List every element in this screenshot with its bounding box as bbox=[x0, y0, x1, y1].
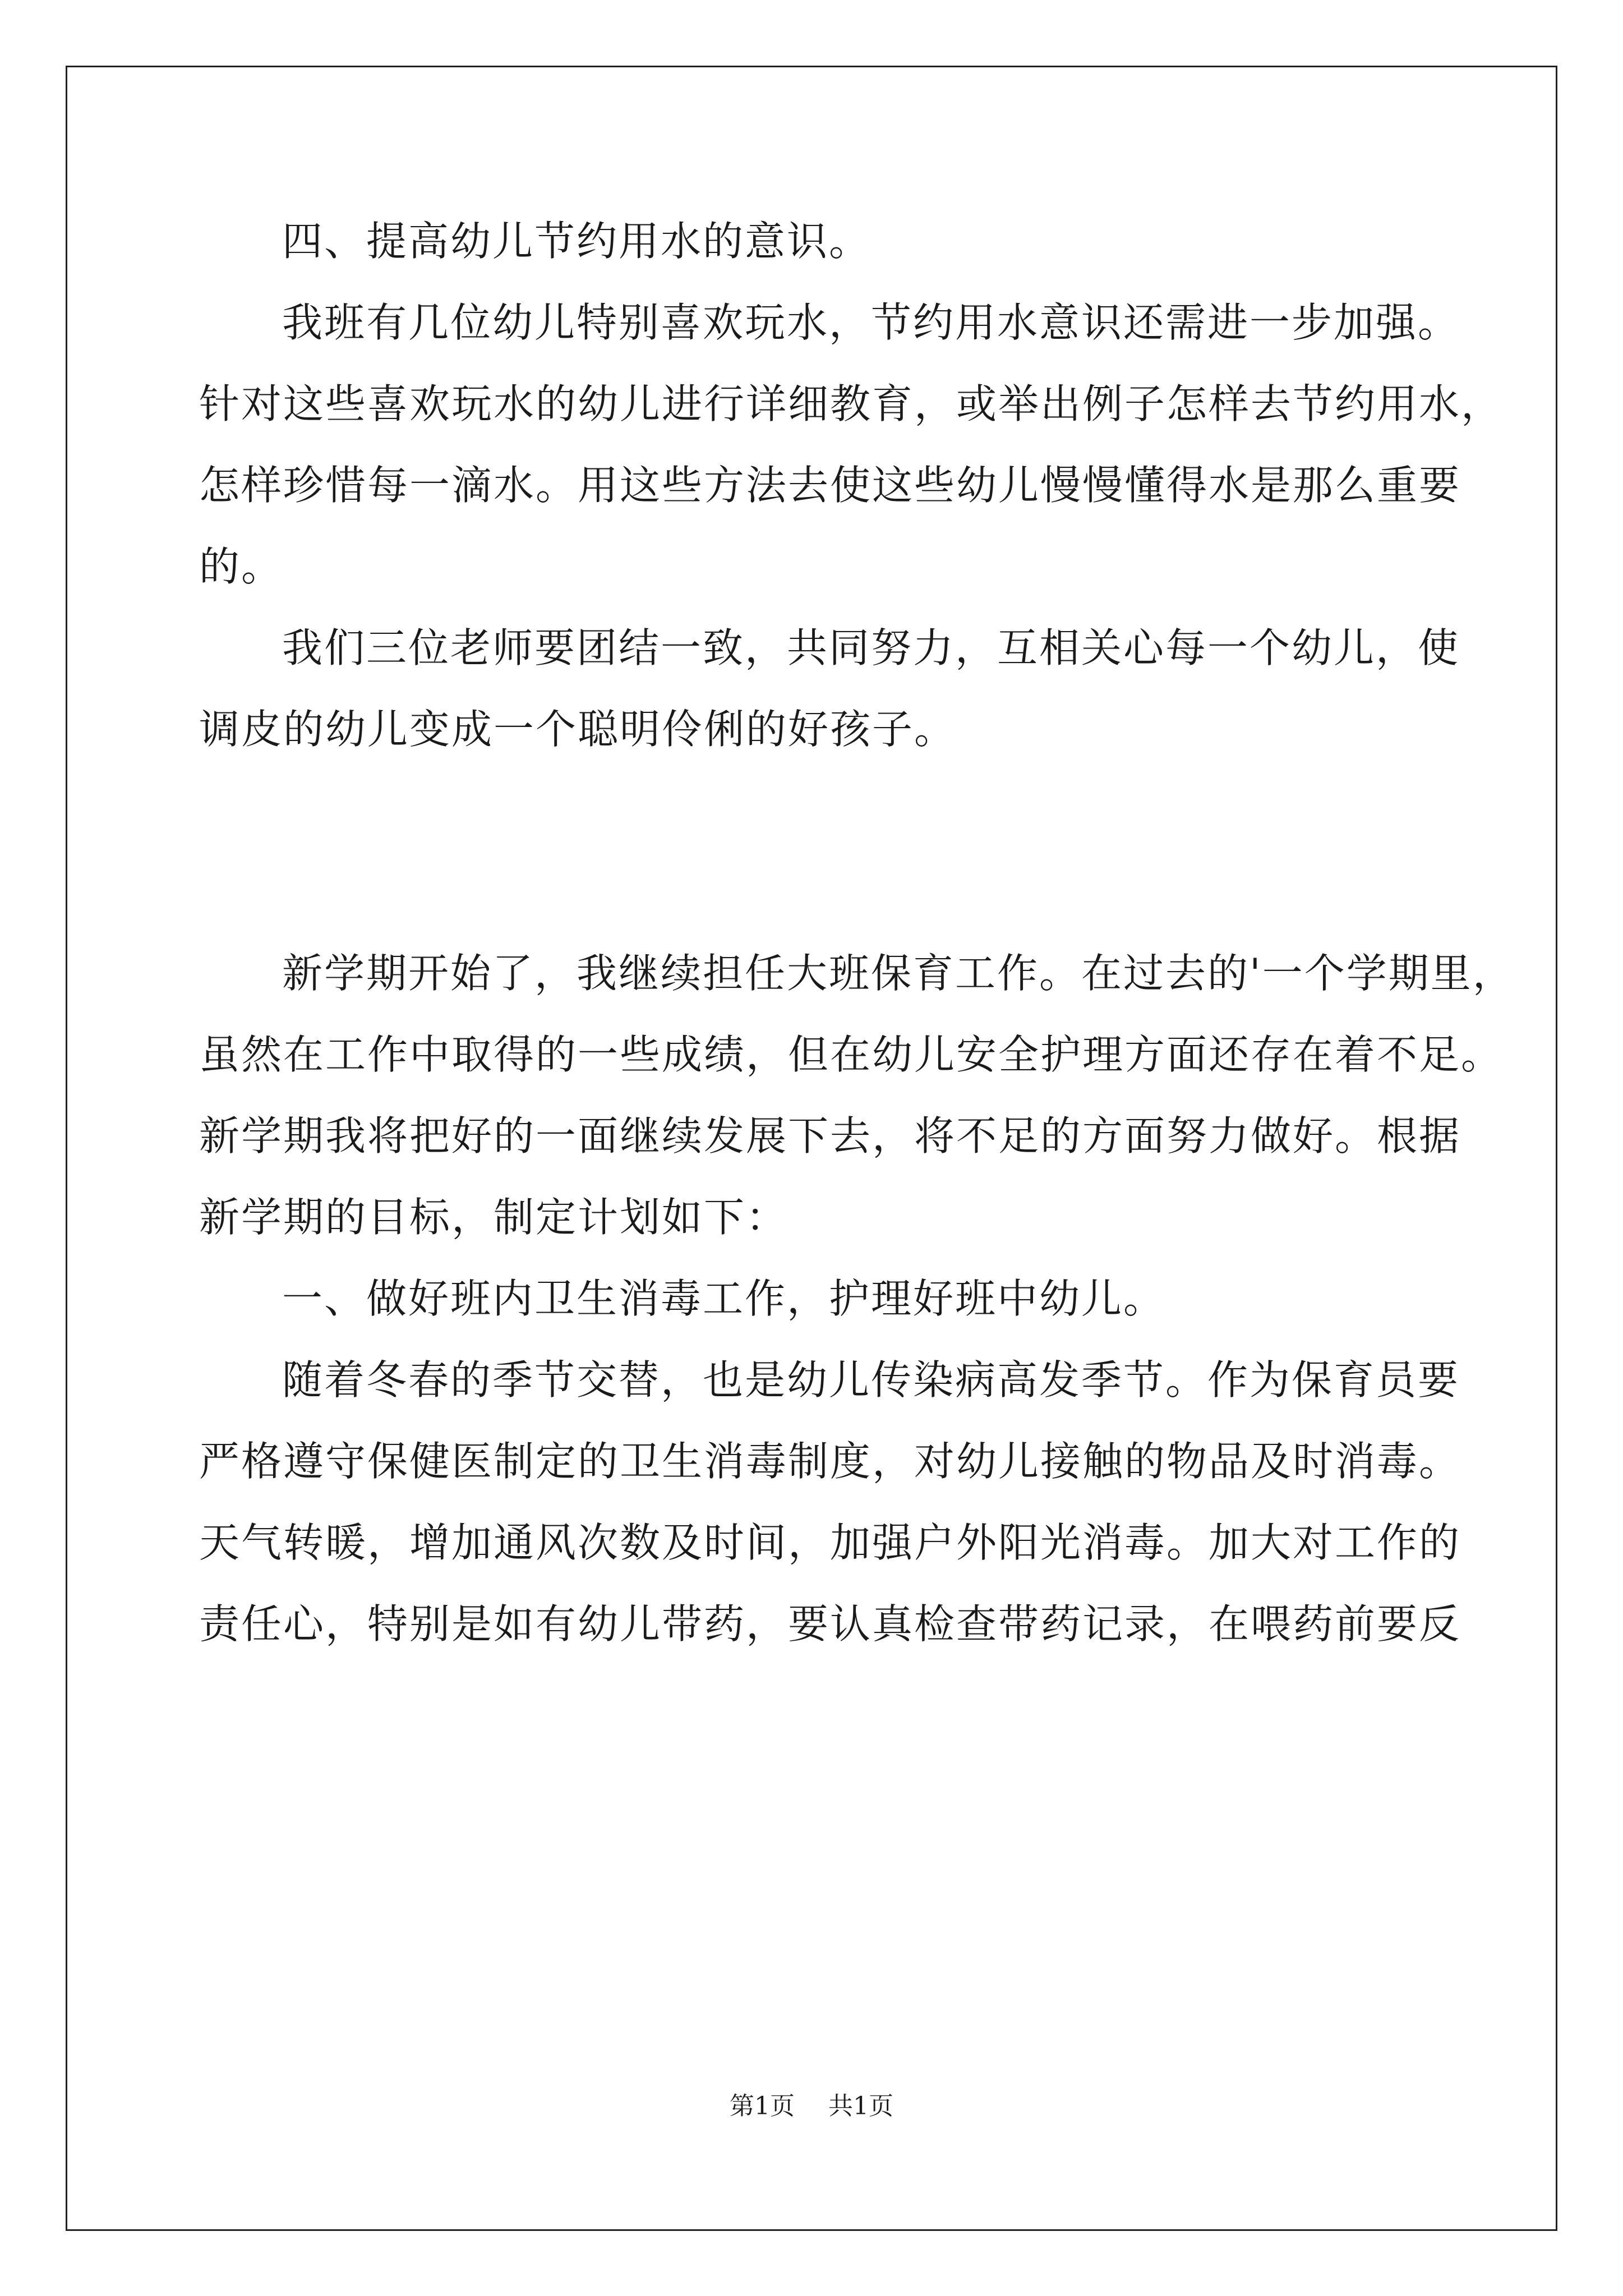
paragraph-line: 随着冬春的季节交替，也是幼儿传染病高发季节。作为保育员要 bbox=[282, 1356, 1460, 1404]
paragraph-line: 责任心，特别是如有幼儿带药，要认真检查带药记录，在喂药前要反 bbox=[199, 1600, 1461, 1648]
paragraph-line: 天气转暖，增加通风次数及时间，加强户外阳光消毒。加大对工作的 bbox=[199, 1519, 1461, 1566]
paragraph-line: 严格遵守保健医制定的卫生消毒制度，对幼儿接触的物品及时消毒。 bbox=[199, 1438, 1461, 1485]
paragraph-line: 的。 bbox=[199, 543, 284, 590]
page-total: 共1页 bbox=[828, 2092, 893, 2120]
paragraph-line: 新学期的目标，制定计划如下： bbox=[199, 1194, 789, 1241]
paragraph-line: 调皮的幼儿变成一个聪明伶俐的好孩子。 bbox=[199, 706, 957, 753]
paragraph-line: 我们三位老师要团结一致，共同努力，互相关心每一个幼儿，使 bbox=[282, 624, 1460, 671]
paragraph-line: 一、做好班内卫生消毒工作，护理好班中幼儿。 bbox=[282, 1275, 1166, 1322]
paragraph-line: 虽然在工作中取得的一些成绩，但在幼儿安全护理方面还存在着不足。 bbox=[199, 1031, 1504, 1078]
paragraph-line: 新学期开始了，我继续担任大班保育工作。在过去的'一个学期里， bbox=[282, 950, 1515, 997]
paragraph-line: 针对这些喜欢玩水的幼儿进行详细教育，或举出例子怎样去节约用水， bbox=[199, 380, 1504, 427]
paragraph-line: 新学期我将把好的一面继续发展下去，将不足的方面努力做好。根据 bbox=[199, 1112, 1461, 1159]
page-number: 第1页 bbox=[730, 2092, 795, 2120]
paragraph-line: 我班有几位幼儿特别喜欢玩水，节约用水意识还需进一步加强。 bbox=[282, 299, 1460, 346]
paragraph-line: 怎样珍惜每一滴水。用这些方法去使这些幼儿慢慢懂得水是那么重要 bbox=[199, 462, 1461, 509]
page-footer bbox=[0, 2090, 1623, 2123]
paragraph-line: 四、提高幼儿节约用水的意识。 bbox=[282, 218, 872, 265]
